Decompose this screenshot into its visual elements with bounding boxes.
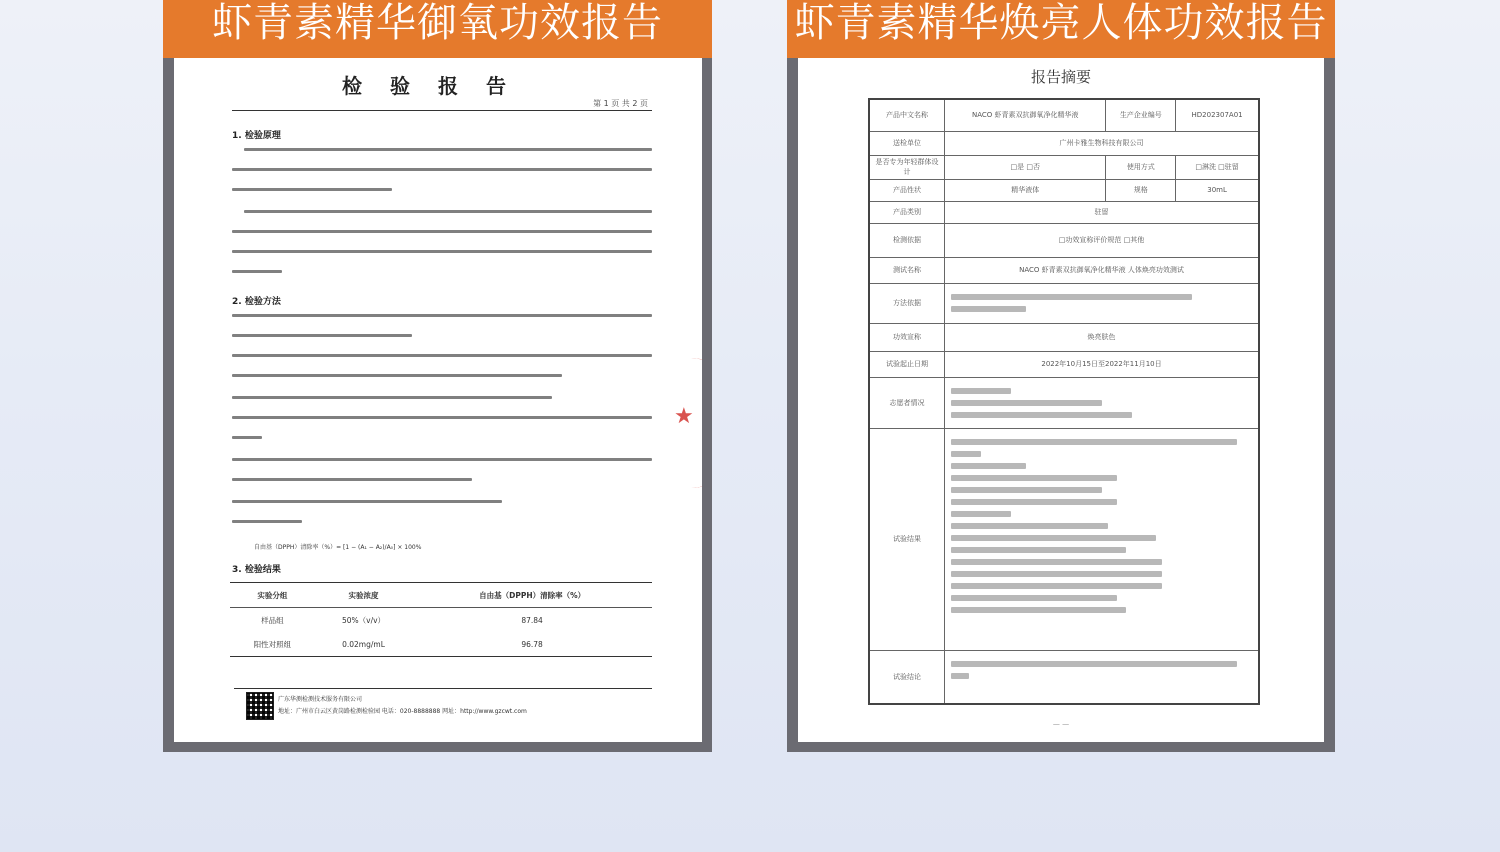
table-row xyxy=(230,608,652,633)
row-value xyxy=(945,428,1260,650)
summary-table xyxy=(868,98,1260,705)
table-cell: 87.84 xyxy=(521,615,543,625)
row-value xyxy=(945,283,1260,323)
text-line xyxy=(232,270,282,273)
summary-document xyxy=(798,58,1324,742)
column-header: 实验浓度 xyxy=(315,583,412,608)
text-line xyxy=(232,436,262,439)
row-label: 规格 xyxy=(1106,179,1176,201)
results-table xyxy=(230,582,652,657)
table-row xyxy=(869,283,1259,323)
row-label: 送检单位 xyxy=(869,131,945,155)
page-footer-mark: — — xyxy=(1052,720,1070,728)
row-label: 测试名称 xyxy=(869,257,945,283)
text-line xyxy=(232,520,302,523)
text-line xyxy=(244,210,652,213)
column-header: 自由基（DPPH）清除率（%） xyxy=(412,583,652,608)
table-row xyxy=(869,351,1259,377)
section-principle: 1. 检验原理 xyxy=(232,131,281,141)
table-cell: 96.78 xyxy=(521,639,543,649)
row-value: 精华液体 xyxy=(945,179,1106,201)
table-cell: 阳性对照组 xyxy=(253,639,292,649)
text-line xyxy=(232,314,652,317)
left-report-banner: 虾青素精华御氧功效报告 xyxy=(163,0,712,58)
table-row xyxy=(869,179,1259,201)
row-value: □是 □否 xyxy=(945,155,1106,179)
row-label: 是否专为年轻群体设计 xyxy=(869,155,945,179)
row-label: 方法依据 xyxy=(869,283,945,323)
text-line xyxy=(232,188,392,191)
text-line xyxy=(232,458,652,461)
table-cell: 50%（v/v） xyxy=(341,615,386,625)
row-value: 广州卡雅生物科技有限公司 xyxy=(945,131,1260,155)
text-line xyxy=(232,334,412,337)
table-row xyxy=(869,650,1259,704)
column-header: 实验分组 xyxy=(230,583,315,608)
summary-title: 报告摘要 xyxy=(1030,68,1091,86)
row-value: 驻留 xyxy=(945,201,1260,223)
row-value: □淋洗 □驻留 xyxy=(1176,155,1259,179)
row-label: 生产企业编号 xyxy=(1106,99,1176,131)
row-label: 功效宣称 xyxy=(869,323,945,351)
table-row xyxy=(869,201,1259,223)
text-line xyxy=(232,374,562,377)
footer-company: 广东华测检测技术服务有限公司 xyxy=(278,696,363,703)
row-label: 产品性状 xyxy=(869,179,945,201)
text-line xyxy=(244,148,652,151)
row-value: NACO 虾青素双抗御氧净化精华液 xyxy=(945,99,1106,131)
section-method: 2. 检验方法 xyxy=(232,297,281,307)
row-label: 试验起止日期 xyxy=(869,351,945,377)
table-cell: 样品组 xyxy=(261,615,284,625)
footer-address: 地址：广州市白云区黄岗路检测检验园 电话：020-8888888 网址：http://www.gzcwt.com xyxy=(278,708,527,715)
table-row xyxy=(230,632,652,657)
table-row xyxy=(869,131,1259,155)
table-row xyxy=(869,223,1259,257)
text-line xyxy=(232,230,652,233)
row-label: 使用方式 xyxy=(1106,155,1176,179)
table-row xyxy=(869,428,1259,650)
row-value: 焕亮肤色 xyxy=(945,323,1260,351)
table-row xyxy=(869,377,1259,428)
table-row xyxy=(869,155,1259,179)
clearance-formula: 自由基（DPPH）清除率（%）= [1 − (A₁ − A₂)/A₀] × 100% xyxy=(254,544,422,551)
test-report-document xyxy=(174,58,702,742)
table-row xyxy=(869,257,1259,283)
row-value: HD202307A01 xyxy=(1176,99,1259,131)
row-value: NACO 虾青素双抗御氧净化精华液 人体焕亮功效测试 xyxy=(945,257,1260,283)
row-label: 试验结论 xyxy=(869,650,945,704)
text-line xyxy=(232,250,652,253)
report-title: 检验报告 xyxy=(342,74,534,98)
row-value xyxy=(945,650,1260,704)
star-icon: ★ xyxy=(674,404,694,429)
row-label: 检测依据 xyxy=(869,223,945,257)
row-label: 试验结果 xyxy=(869,428,945,650)
row-label: 志愿者情况 xyxy=(869,377,945,428)
page-number: 第 1 页 共 2 页 xyxy=(593,99,648,108)
row-value: □功效宣称评价规范 □其他 xyxy=(945,223,1260,257)
text-line xyxy=(232,168,652,171)
row-value xyxy=(945,377,1260,428)
qr-code-icon xyxy=(246,692,274,720)
table-header-row xyxy=(230,583,652,608)
table-row xyxy=(869,323,1259,351)
row-label: 产品中文名称 xyxy=(869,99,945,131)
text-line xyxy=(232,478,472,481)
row-label: 产品类别 xyxy=(869,201,945,223)
right-report-banner: 虾青素精华焕亮人体功效报告 xyxy=(787,0,1335,58)
table-cell: 0.02mg/mL xyxy=(342,639,385,649)
text-line xyxy=(232,416,652,419)
footer-rule xyxy=(234,688,652,689)
row-value: 2022年10月15日至2022年11月10日 xyxy=(945,351,1260,377)
right-report-card xyxy=(787,0,1335,752)
header-rule xyxy=(232,110,652,111)
text-line xyxy=(232,354,652,357)
text-line xyxy=(232,500,502,503)
text-line xyxy=(232,396,552,399)
table-row xyxy=(869,99,1259,131)
row-value: 30mL xyxy=(1176,179,1259,201)
left-report-card xyxy=(163,0,712,752)
section-results: 3. 检验结果 xyxy=(232,565,281,575)
